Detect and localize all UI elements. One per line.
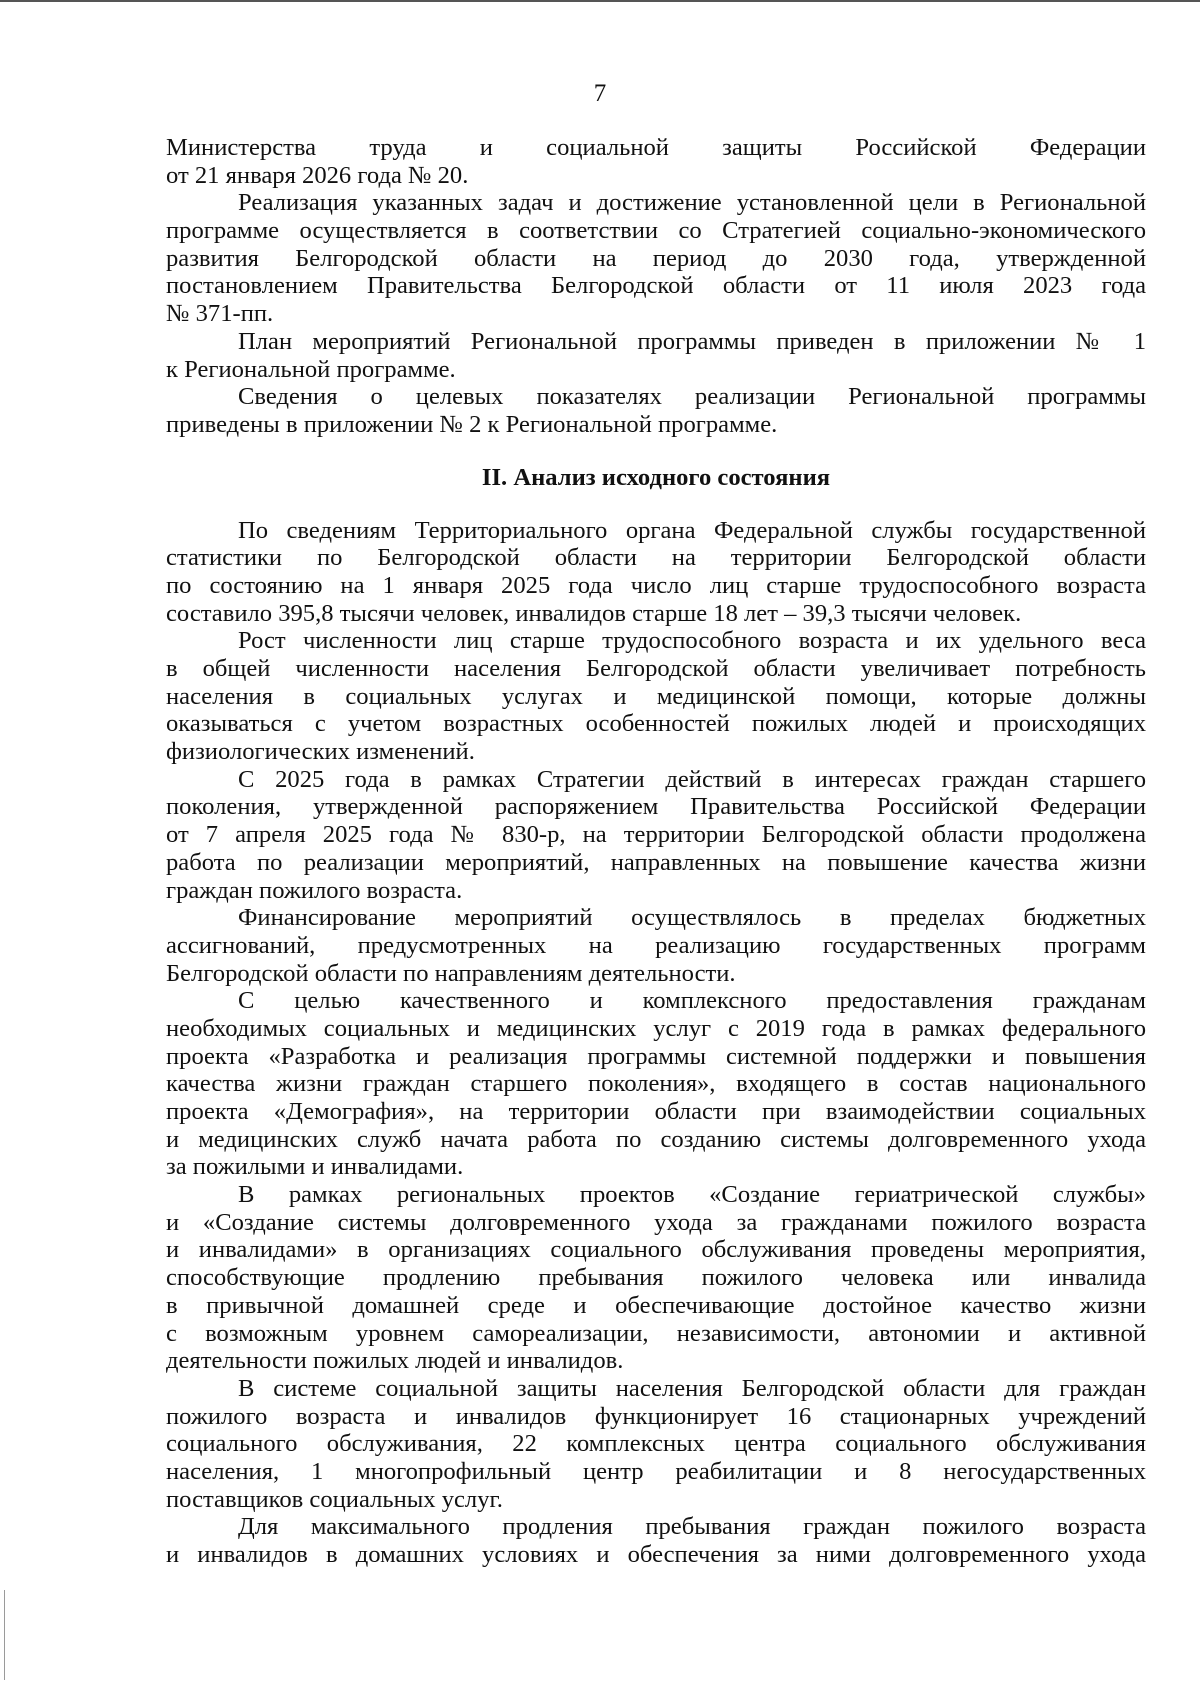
text-line: населения в социальных услугах и медицинской помощи, которые должны (166, 682, 1146, 710)
text-line: Министерства труда и социальной защиты Российской Федерации (166, 134, 1146, 161)
text-line: качества жизни граждан старшего поколения», входящего в состав национального (166, 1070, 1146, 1098)
margin-mark (4, 1590, 5, 1680)
paragraph-group-intro (166, 134, 1146, 439)
paragraph (166, 134, 1146, 189)
text-line: поставщиков социальных услуг. (166, 1485, 503, 1513)
text-line: проекта «Разработка и реализация программы системной поддержки и повышения (166, 1042, 1146, 1070)
paragraph (166, 517, 1146, 628)
text-line: от 7 апреля 2025 года № 830-р, на территории Белгородской области продолжена (166, 821, 1146, 849)
text-line: с возможным уровнем самореализации, независимости, автономии и активной (166, 1319, 1146, 1347)
text-line: В системе социальной защиты населения Белгородской области для граждан (238, 1374, 1146, 1402)
text-line: физиологических изменений. (166, 738, 475, 766)
text-line: программе осуществляется в соответствии со Стратегией социально-экономического (166, 217, 1146, 245)
paragraph (166, 1513, 1146, 1568)
text-line: развития Белгородской области на период до 2030 года, утвержденной (166, 244, 1146, 272)
document-body (166, 134, 1146, 1569)
text-line: и «Создание системы долговременного ухода за гражданами пожилого возраста (166, 1208, 1146, 1236)
text-line: от 21 января 2026 года № 20. (166, 161, 469, 189)
text-line: проекта «Демография», на территории области при взаимодействии социальных (166, 1098, 1146, 1125)
text-line: ассигнований, предусмотренных на реализацию государственных программ (166, 931, 1146, 959)
text-line: составило 395,8 тысячи человек, инвалидов старше 18 лет – 39,3 тысячи человек. (166, 599, 1022, 627)
text-line: План мероприятий Региональной программы приведен в приложении № 1 (238, 327, 1146, 355)
paragraph (166, 627, 1146, 765)
text-line: оказываться с учетом возрастных особенностей пожилых людей и происходящих (166, 710, 1146, 738)
text-line: № 371-пп. (166, 300, 274, 328)
page-top-edge (0, 0, 1200, 2)
text-line: и медицинских служб начата работа по созданию системы долговременного ухода (166, 1125, 1146, 1153)
text-line: Сведения о целевых показателях реализации Региональной программы (238, 383, 1146, 411)
text-line: Реализация указанных задач и достижение установленной цели в Региональной (238, 189, 1146, 217)
paragraph (166, 1375, 1146, 1513)
text-line: По сведениям Территориального органа Федеральной службы государственной (238, 516, 1146, 544)
paragraph (166, 1181, 1146, 1375)
text-line: постановлением Правительства Белгородской области от 11 июля 2023 года (166, 272, 1146, 300)
text-line: в общей численности населения Белгородской области увеличивает потребность (166, 655, 1146, 682)
text-line: в привычной домашней среде и обеспечивающие достойное качество жизни (166, 1291, 1146, 1319)
text-line: С целью качественного и комплексного предоставления гражданам (238, 987, 1146, 1015)
paragraph (166, 904, 1146, 987)
text-line: приведены в приложении № 2 к Региональной программе. (166, 410, 778, 438)
text-line: Финансирование мероприятий осуществлялось в пределах бюджетных (238, 904, 1146, 932)
paragraph (166, 987, 1146, 1181)
text-line: статистики по Белгородской области на территории Белгородской области (166, 544, 1146, 572)
text-line: способствующие продлению пребывания пожилого человека или инвалида (166, 1264, 1146, 1292)
paragraph (166, 189, 1146, 327)
text-line: по состоянию на 1 января 2025 года число лиц старше трудоспособного возраста (166, 571, 1146, 599)
section-heading: II. Анализ исходного состояния (481, 463, 831, 491)
text-line: необходимых социальных и медицинских услуг с 2019 года в рамках федерального (166, 1014, 1146, 1042)
text-line: социального обслуживания, 22 комплексных центра социального обслуживания (166, 1430, 1146, 1458)
text-line: работа по реализации мероприятий, направленных на повышение качества жизни (166, 848, 1146, 876)
text-line: граждан пожилого возраста. (166, 876, 463, 904)
paragraph-group-analysis (166, 517, 1146, 1569)
text-line: населения, 1 многопрофильный центр реабилитации и 8 негосударственных (166, 1457, 1146, 1485)
text-line: к Региональной программе. (166, 355, 456, 383)
paragraph (166, 766, 1146, 904)
text-line: деятельности пожилых людей и инвалидов. (166, 1347, 624, 1375)
text-line: С 2025 года в рамках Стратегии действий в интересах граждан старшего (238, 765, 1146, 793)
paragraph (166, 383, 1146, 438)
text-line: и инвалидов в домашних условиях и обеспечения за ними долговременного ухода (166, 1541, 1146, 1568)
page-number: 7 (593, 80, 607, 107)
paragraph (166, 328, 1146, 383)
text-line: поколения, утвержденной распоряжением Правительства Российской Федерации (166, 793, 1146, 821)
text-line: за пожилыми и инвалидами. (166, 1153, 464, 1181)
text-line: и инвалидами» в организациях социального обслуживания проведены мероприятия, (166, 1236, 1146, 1264)
text-line: Белгородской области по направлениям деятельности. (166, 959, 736, 987)
text-line: пожилого возраста и инвалидов функционирует 16 стационарных учреждений (166, 1402, 1146, 1430)
text-line: В рамках региональных проектов «Создание гериатрической службы» (238, 1181, 1146, 1209)
text-line: Рост численности лиц старше трудоспособного возраста и их удельного веса (238, 627, 1146, 655)
text-line: Для максимального продления пребывания граждан пожилого возраста (238, 1513, 1146, 1541)
